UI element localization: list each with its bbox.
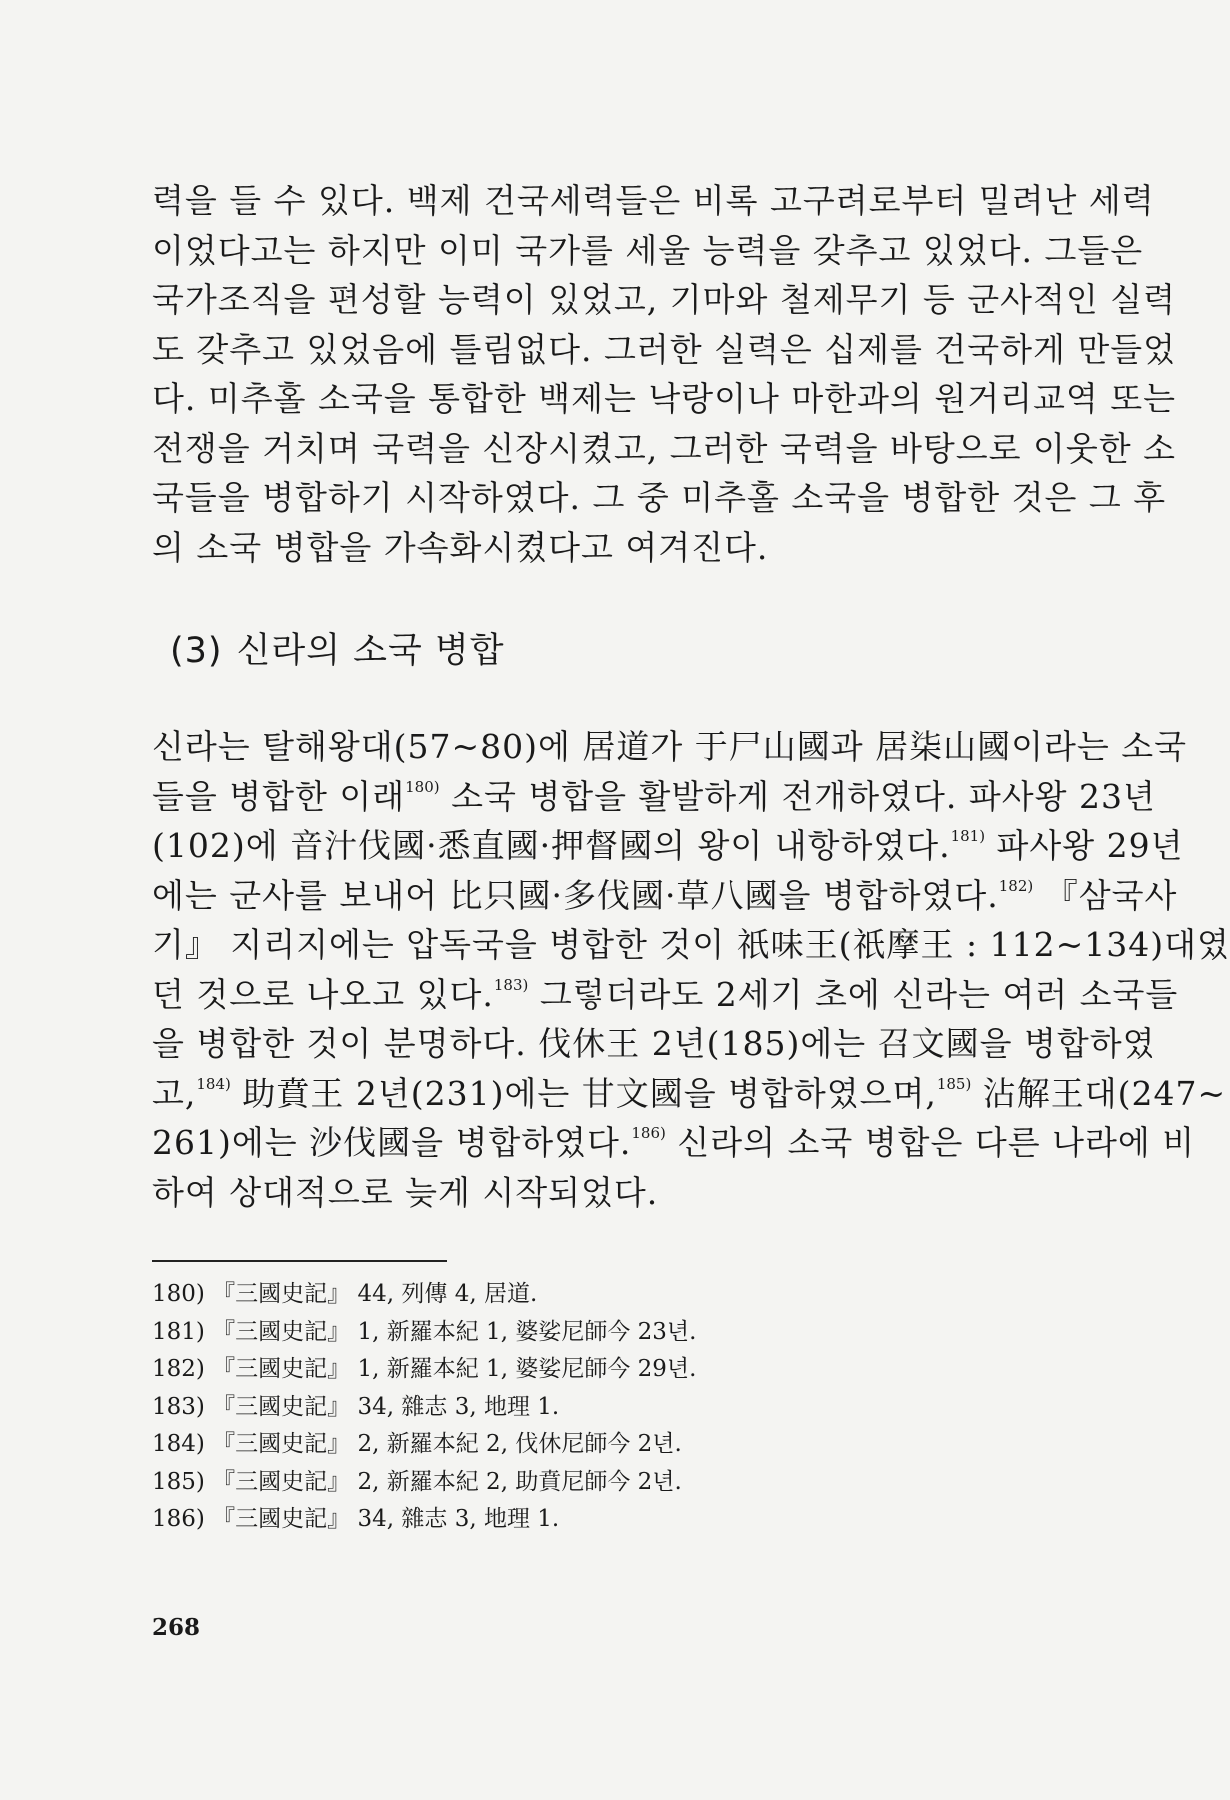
footnote-ref-186[interactable]: 186) xyxy=(631,1124,666,1142)
text-line: 전쟁을 거치며 국력을 신장시켰고, 그러한 국력을 바탕으로 이웃한 소 xyxy=(152,428,1176,468)
text-line: 을 병합한 것이 분명하다. 伐休王 2년(185)에는 召文國을 병합하였 xyxy=(152,1024,1156,1063)
page-number: 268 xyxy=(152,1614,201,1641)
paragraph-baekje xyxy=(152,176,1176,572)
footnote-ref-181[interactable]: 181) xyxy=(950,827,986,845)
footnote-183: 183) 『三國史記』 34, 雜志 3, 地理 1. xyxy=(152,1393,560,1420)
text-segment: 『삼국사 xyxy=(1033,875,1178,915)
text-segment: 고, xyxy=(152,1073,197,1113)
text-line xyxy=(152,1069,1227,1119)
text-segment: 助賁王 2년(231)에는 甘文國을 병합하였으며, xyxy=(230,1073,937,1113)
text-segment: 소국 병합을 활발하게 전개하였다. 파사왕 23년 xyxy=(439,776,1156,816)
section-heading xyxy=(170,623,505,673)
section-number: (3) xyxy=(170,631,223,671)
text-segment: 파사왕 29년 xyxy=(985,826,1184,865)
footnote-ref-180[interactable]: 180) xyxy=(405,777,440,796)
footnote-185: 185) 『三國史記』 2, 新羅本紀 2, 助賁尼師今 2년. xyxy=(152,1468,682,1495)
footnote-divider xyxy=(152,1260,447,1262)
text-line: 다. 미추홀 소국을 통합한 백제는 낙랑이나 마한과의 원거리교역 또는 xyxy=(152,379,1176,418)
paragraph-silla xyxy=(152,722,1230,1217)
footnote-182: 182) 『三國史記』 1, 新羅本紀 1, 婆娑尼師今 29년. xyxy=(152,1356,697,1382)
footnote-181: 181) 『三國史記』 1, 新羅本紀 1, 婆娑尼師今 23년. xyxy=(152,1318,697,1345)
text-line: 기』 지리지에는 압독국을 병합한 것이 祇味王(祇摩王 : 112~134)대였 xyxy=(152,925,1230,964)
text-line xyxy=(152,1118,1196,1168)
footnote-180: 180) 『三國史記』 44, 列傳 4, 居道. xyxy=(152,1281,538,1307)
footnote-186: 186) 『三國史記』 34, 雜志 3, 地理 1. xyxy=(152,1506,560,1532)
text-line xyxy=(152,871,1178,921)
text-line: 신라는 탈해왕대(57~80)에 居道가 于尸山國과 居柒山國이라는 소국 xyxy=(152,727,1188,766)
text-segment: 에는 군사를 보내어 比只國·多伐國·草八國을 병합하였다. xyxy=(152,875,999,915)
text-line: 국들을 병합하기 시작하였다. 그 중 미추홀 소국을 병합한 것은 그 후 xyxy=(152,478,1167,517)
text-line: 이었다고는 하지만 이미 국가를 세울 능력을 갖추고 있었다. 그들은 xyxy=(152,230,1144,270)
text-segment: 던 것으로 나오고 있다. xyxy=(152,974,494,1014)
footnote-ref-182[interactable]: 182) xyxy=(998,876,1034,895)
text-line: 국가조직을 편성할 능력이 있었고, 기마와 철제무기 등 군사적인 실력 xyxy=(152,280,1176,319)
text-line: 의 소국 병합을 가속화시켰다고 여겨진다. xyxy=(152,527,769,567)
section-title: 신라의 소국 병합 xyxy=(236,631,505,671)
text-line: 력을 들 수 있다. 백제 건국세력들은 비록 고구려로부터 밀려난 세력 xyxy=(152,181,1155,220)
footnote-ref-183[interactable]: 183) xyxy=(493,975,529,994)
text-line xyxy=(152,772,1156,822)
text-segment: 들을 병합한 이래 xyxy=(152,776,406,816)
text-line: 도 갖추고 있었음에 틀림없다. 그러한 실력은 십제를 건국하게 만들었 xyxy=(152,329,1176,369)
text-segment: 신라의 소국 병합은 다른 나라에 비 xyxy=(665,1123,1196,1162)
text-segment: (102)에 音汁伐國·悉直國·押督國의 왕이 내항하였다. xyxy=(152,826,951,865)
text-line xyxy=(152,821,1184,871)
footnote-ref-185[interactable]: 185) xyxy=(936,1074,972,1093)
footnotes xyxy=(152,1276,952,1539)
footnote-ref-184[interactable]: 184) xyxy=(196,1074,231,1093)
footnote-184: 184) 『三國史記』 2, 新羅本紀 2, 伐休尼師今 2년. xyxy=(152,1431,682,1457)
text-line: 하여 상대적으로 늦게 시작되었다. xyxy=(152,1172,659,1212)
text-segment: 261)에는 沙伐國을 병합하였다. xyxy=(152,1123,632,1162)
text-segment: 沾解王대(247~ xyxy=(971,1073,1227,1113)
text-line xyxy=(152,970,1179,1020)
text-segment: 그렇더라도 2세기 초에 신라는 여러 소국들 xyxy=(528,974,1179,1014)
